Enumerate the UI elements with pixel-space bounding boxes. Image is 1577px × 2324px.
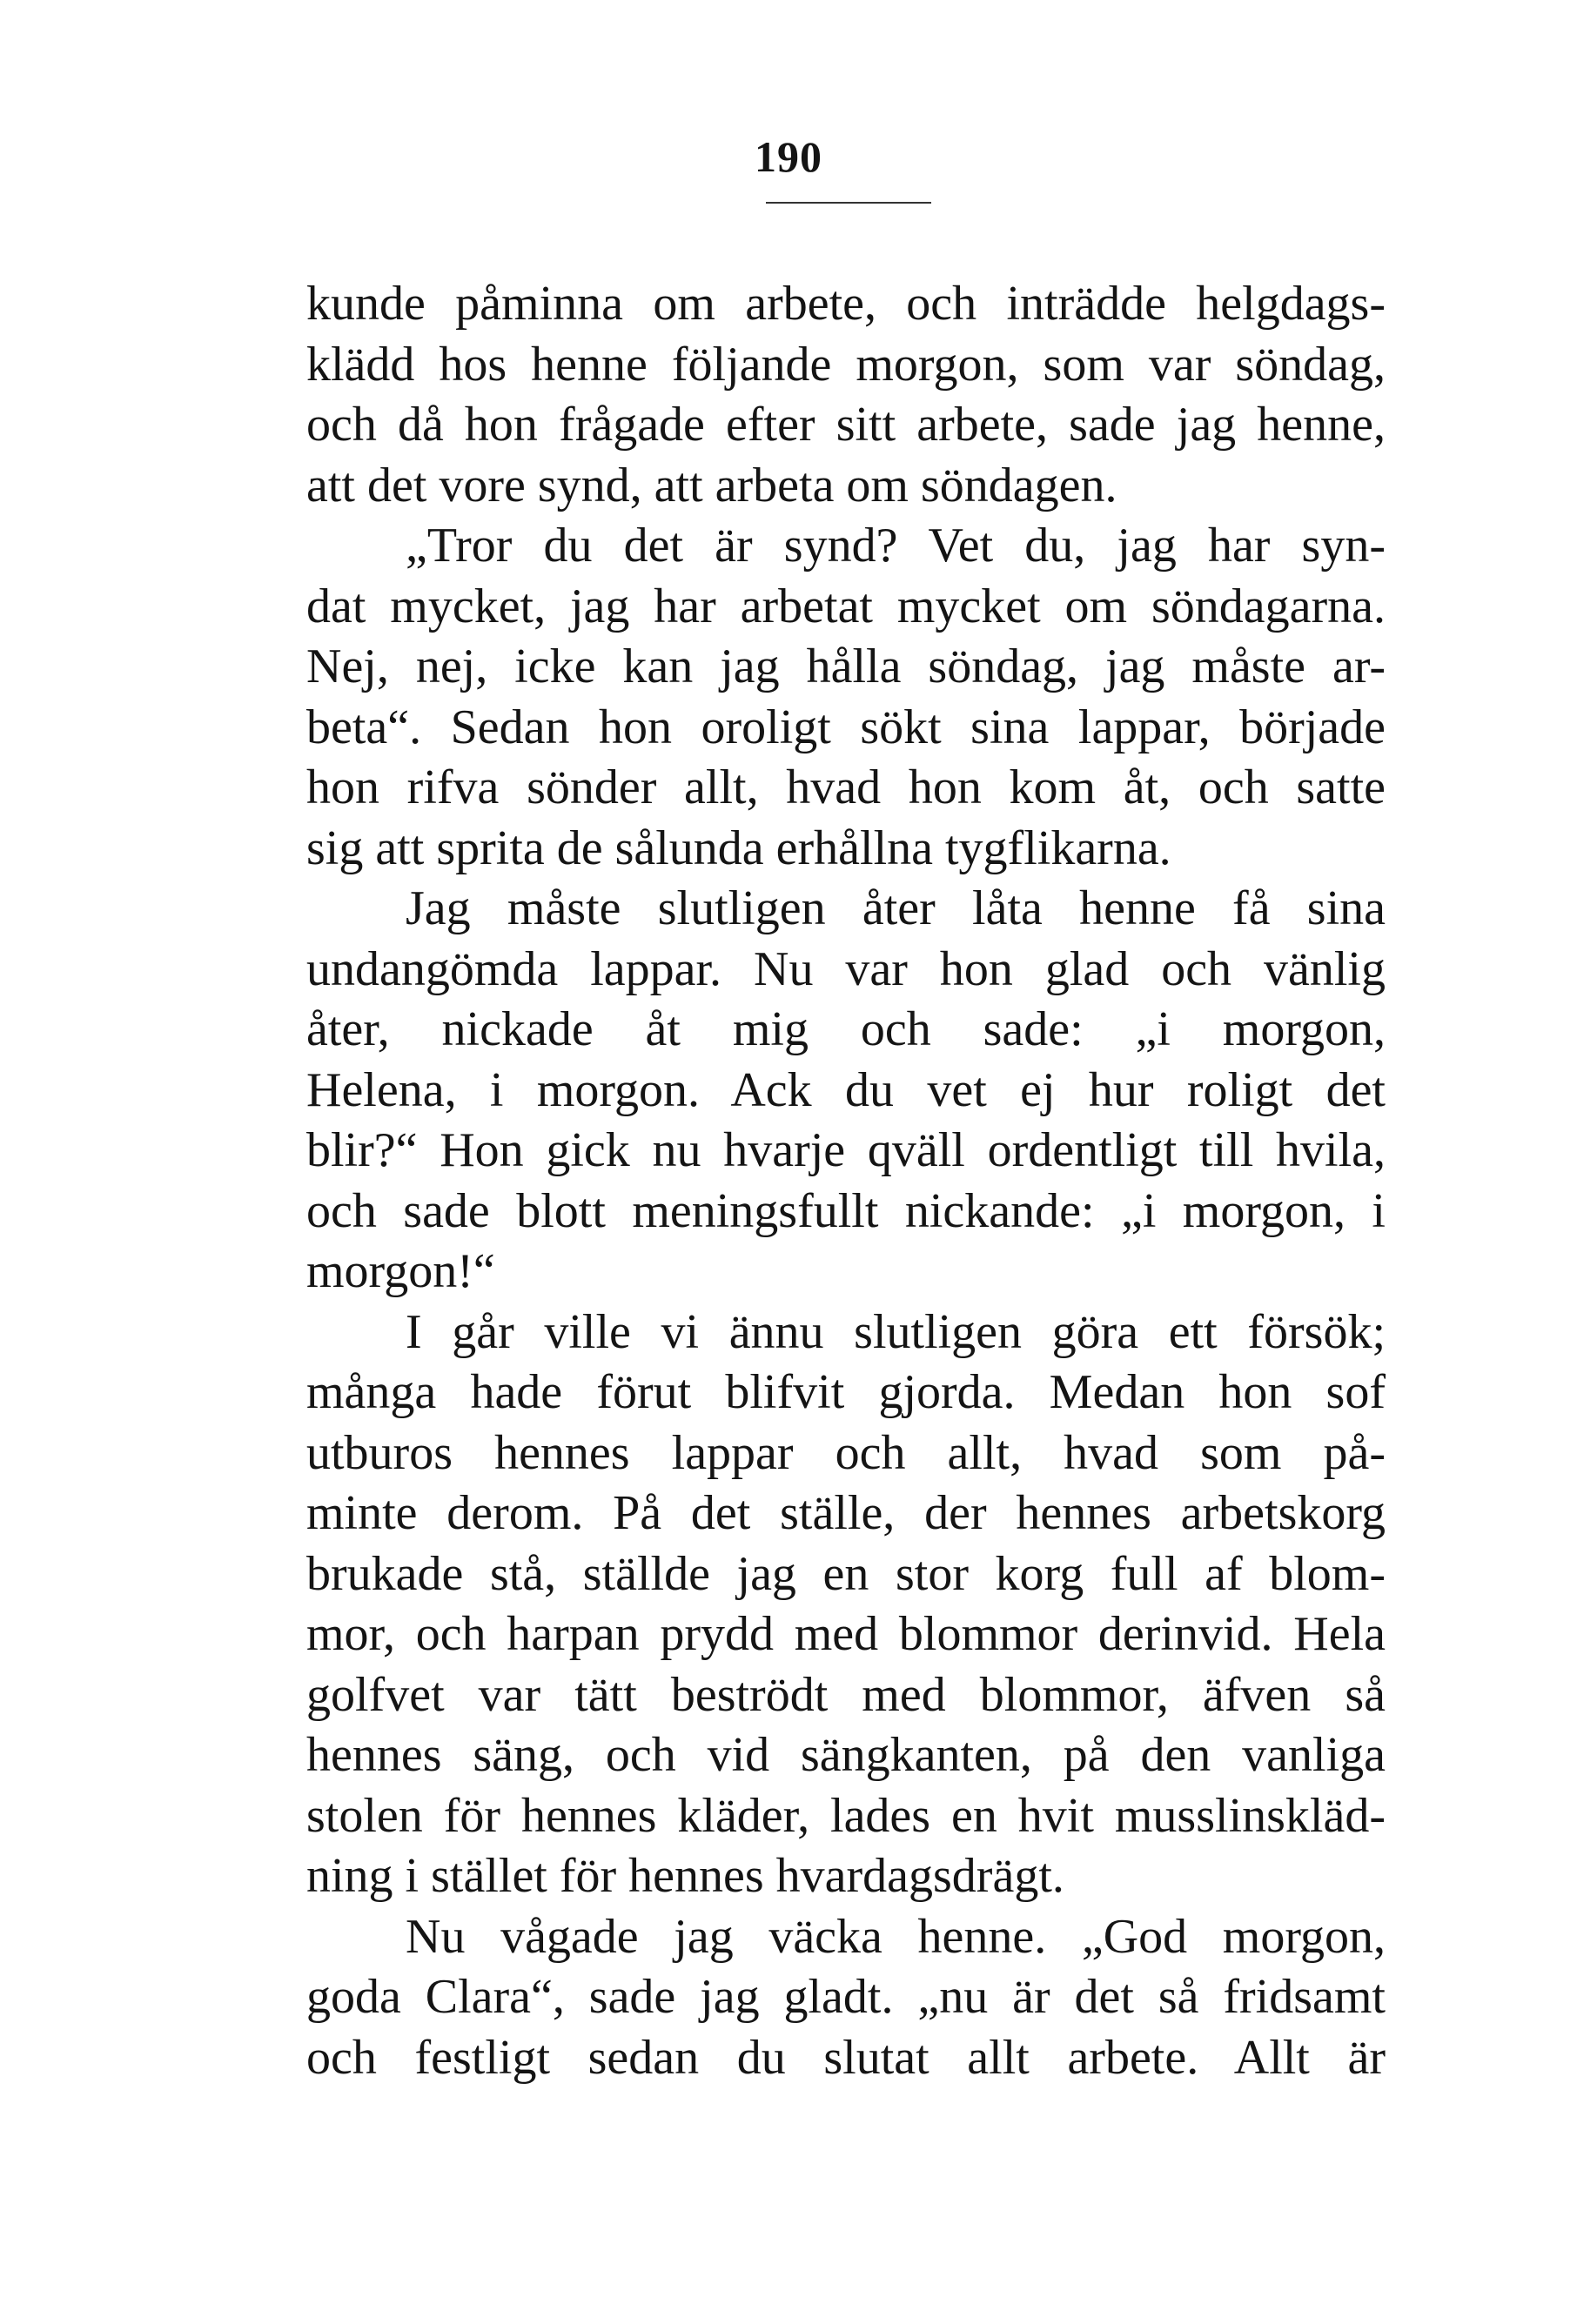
text-line: „Tror du det är synd? Vet du, jag har syn- (406, 519, 1386, 573)
text-line: Jag måste slutligen åter låta henne få sina (406, 881, 1386, 935)
text-line: och festligt sedan du slutat allt arbete. Allt är (306, 2030, 1386, 2085)
text-line: och då hon frågade efter sitt arbete, sade jag henne, (306, 398, 1386, 452)
text-line: sig att sprita de sålunda erhållna tygflikarna. (306, 820, 1171, 875)
text-line: Helena, i morgon. Ack du vet ej hur roligt det (306, 1062, 1386, 1117)
text-line: utburos hennes lappar och allt, hvad som på- (306, 1425, 1386, 1480)
text-line: I går ville vi ännu slutligen göra ett försök; (406, 1304, 1386, 1359)
text-line: dat mycket, jag har arbetat mycket om söndagarna. (306, 579, 1386, 633)
text-line: många hade förut blifvit gjorda. Medan hon sof (306, 1365, 1386, 1419)
text-line: stolen för hennes kläder, lades en hvit musslinskläd- (306, 1788, 1386, 1843)
text-line: hennes säng, och vid sängkanten, på den vanliga (306, 1728, 1386, 1782)
text-line: morgon!“ (306, 1244, 495, 1298)
text-line: beta“. Sedan hon oroligt sökt sina lappar, började (306, 700, 1386, 754)
text-line: Nu vågade jag väcka henne. „God morgon, (406, 1909, 1386, 1964)
text-line: brukade stå, ställde jag en stor korg full af blom- (306, 1546, 1386, 1601)
page-number: 190 (755, 132, 822, 181)
text-line: minte derom. På det ställe, der hennes arbetskorg (306, 1486, 1386, 1540)
text-line: klädd hos henne följande morgon, som var söndag, (306, 337, 1386, 392)
text-line: blir?“ Hon gick nu hvarje qväll ordentligt till hvila, (306, 1123, 1386, 1177)
text-line: kunde påminna om arbete, och inträdde helgdags- (306, 277, 1386, 331)
text-line: hon rifva sönder allt, hvad hon kom åt, och satte (306, 760, 1386, 814)
text-line: golfvet var tätt beströdt med blommor, äfven så (306, 1667, 1386, 1722)
text-line: att det vore synd, att arbeta om söndagen. (306, 458, 1117, 512)
text-line: och sade blott meningsfullt nickande: „i morgon, i (306, 1183, 1386, 1238)
header-rule (766, 202, 931, 204)
text-line: mor, och harpan prydd med blommor derinvid. Hela (306, 1607, 1386, 1661)
body-text (306, 274, 1386, 2088)
text-line: undangömda lappar. Nu var hon glad och vänlig (306, 941, 1386, 996)
text-line: Nej, nej, icke kan jag hålla söndag, jag måste ar- (306, 640, 1386, 693)
text-line: goda Clara“, sade jag gladt. „nu är det så fridsamt (306, 1970, 1386, 2024)
text-line: åter, nickade åt mig och sade: „i morgon, (306, 1002, 1386, 1056)
text-line: ning i stället för hennes hvardagsdrägt. (306, 1849, 1064, 1903)
